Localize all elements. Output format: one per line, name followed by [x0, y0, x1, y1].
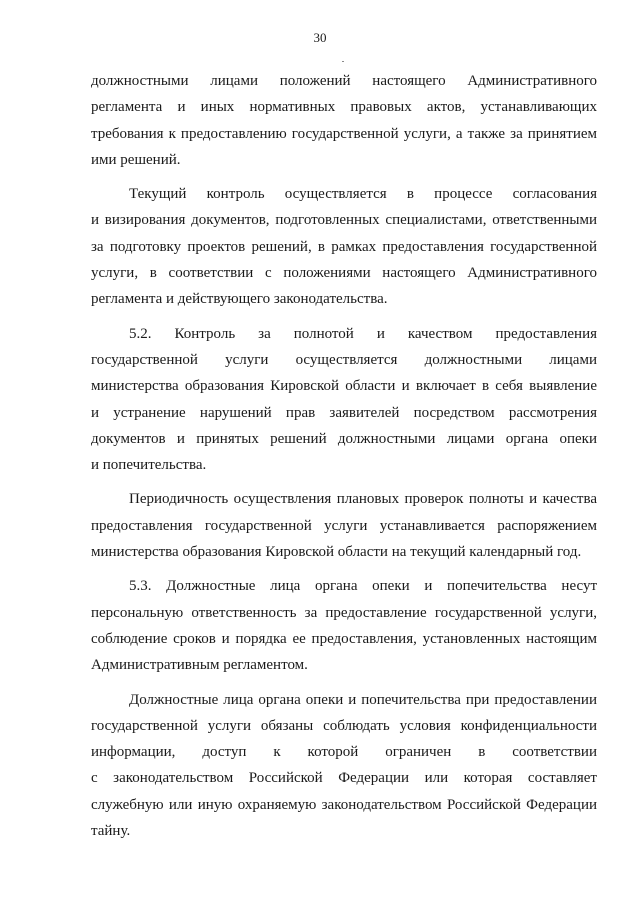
text-line: регламента и действующего законодательства.	[91, 291, 388, 308]
document-body	[91, 68, 597, 852]
text-line: за подготовку проектов решений, в рамках предоставления государственной	[91, 238, 597, 255]
text-line: персональную ответственность за предоставление государственной услуги,	[91, 604, 597, 621]
text-line: Периодичность осуществления плановых проверок полноты и качества	[129, 491, 597, 508]
text-line: государственной услуги осуществляется должностными лицами	[91, 351, 597, 368]
text-line: 5.2. Контроль за полнотой и качеством предоставления	[129, 325, 597, 342]
text-line: услуги, в соответствии с положениями настоящего Административного	[91, 265, 597, 282]
text-line: требования к предоставлению государственной услуги, а также за принятием	[91, 125, 597, 142]
paragraph	[91, 181, 597, 312]
text-line: ими решений.	[91, 151, 181, 168]
text-line: и попечительства.	[91, 457, 207, 474]
text-line: с законодательством Российской Федерации или которая составляет	[91, 770, 597, 787]
text-line: документов и принятых решений должностными лицами органа опеки	[91, 430, 597, 447]
text-line: служебную или иную охраняемую законодательством Российской Федерации	[91, 796, 597, 813]
text-line: 5.3. Должностные лица органа опеки и попечительства несут	[129, 578, 597, 595]
text-line: и визирования документов, подготовленных специалистами, ответственными	[91, 212, 597, 229]
text-line: предоставления государственной услуги устанавливается распоряжением	[91, 517, 597, 534]
paragraph	[91, 68, 597, 173]
text-line: информации, доступ к которой ограничен в соответствии	[91, 744, 597, 761]
paragraph	[91, 321, 597, 479]
text-line: министерства образования Кировской области и включает в себя выявление	[91, 378, 597, 395]
paragraph	[91, 486, 597, 565]
text-line: Должностные лица органа опеки и попечительства при предоставлении	[129, 691, 597, 708]
text-line: и устранение нарушений прав заявителей посредством рассмотрения	[91, 404, 597, 421]
page-number: 30	[313, 30, 327, 45]
text-line: должностными лицами положений настоящего Административного	[91, 73, 597, 89]
paragraph	[91, 573, 597, 678]
scan-speck	[342, 61, 344, 62]
text-line: соблюдение сроков и порядка ее предоставления, установленных настоящим	[91, 630, 597, 647]
text-line: министерства образования Кировской области на текущий календарный год.	[91, 544, 582, 561]
text-line: тайну.	[91, 823, 131, 840]
paragraph	[91, 687, 597, 845]
text-line: регламента и иных нормативных правовых актов, устанавливающих	[91, 99, 597, 116]
text-line: Административным регламентом.	[91, 657, 308, 674]
text-line: Текущий контроль осуществляется в процессе согласования	[129, 186, 597, 203]
text-line: государственной услуги обязаны соблюдать условия конфиденциальности	[91, 717, 597, 734]
